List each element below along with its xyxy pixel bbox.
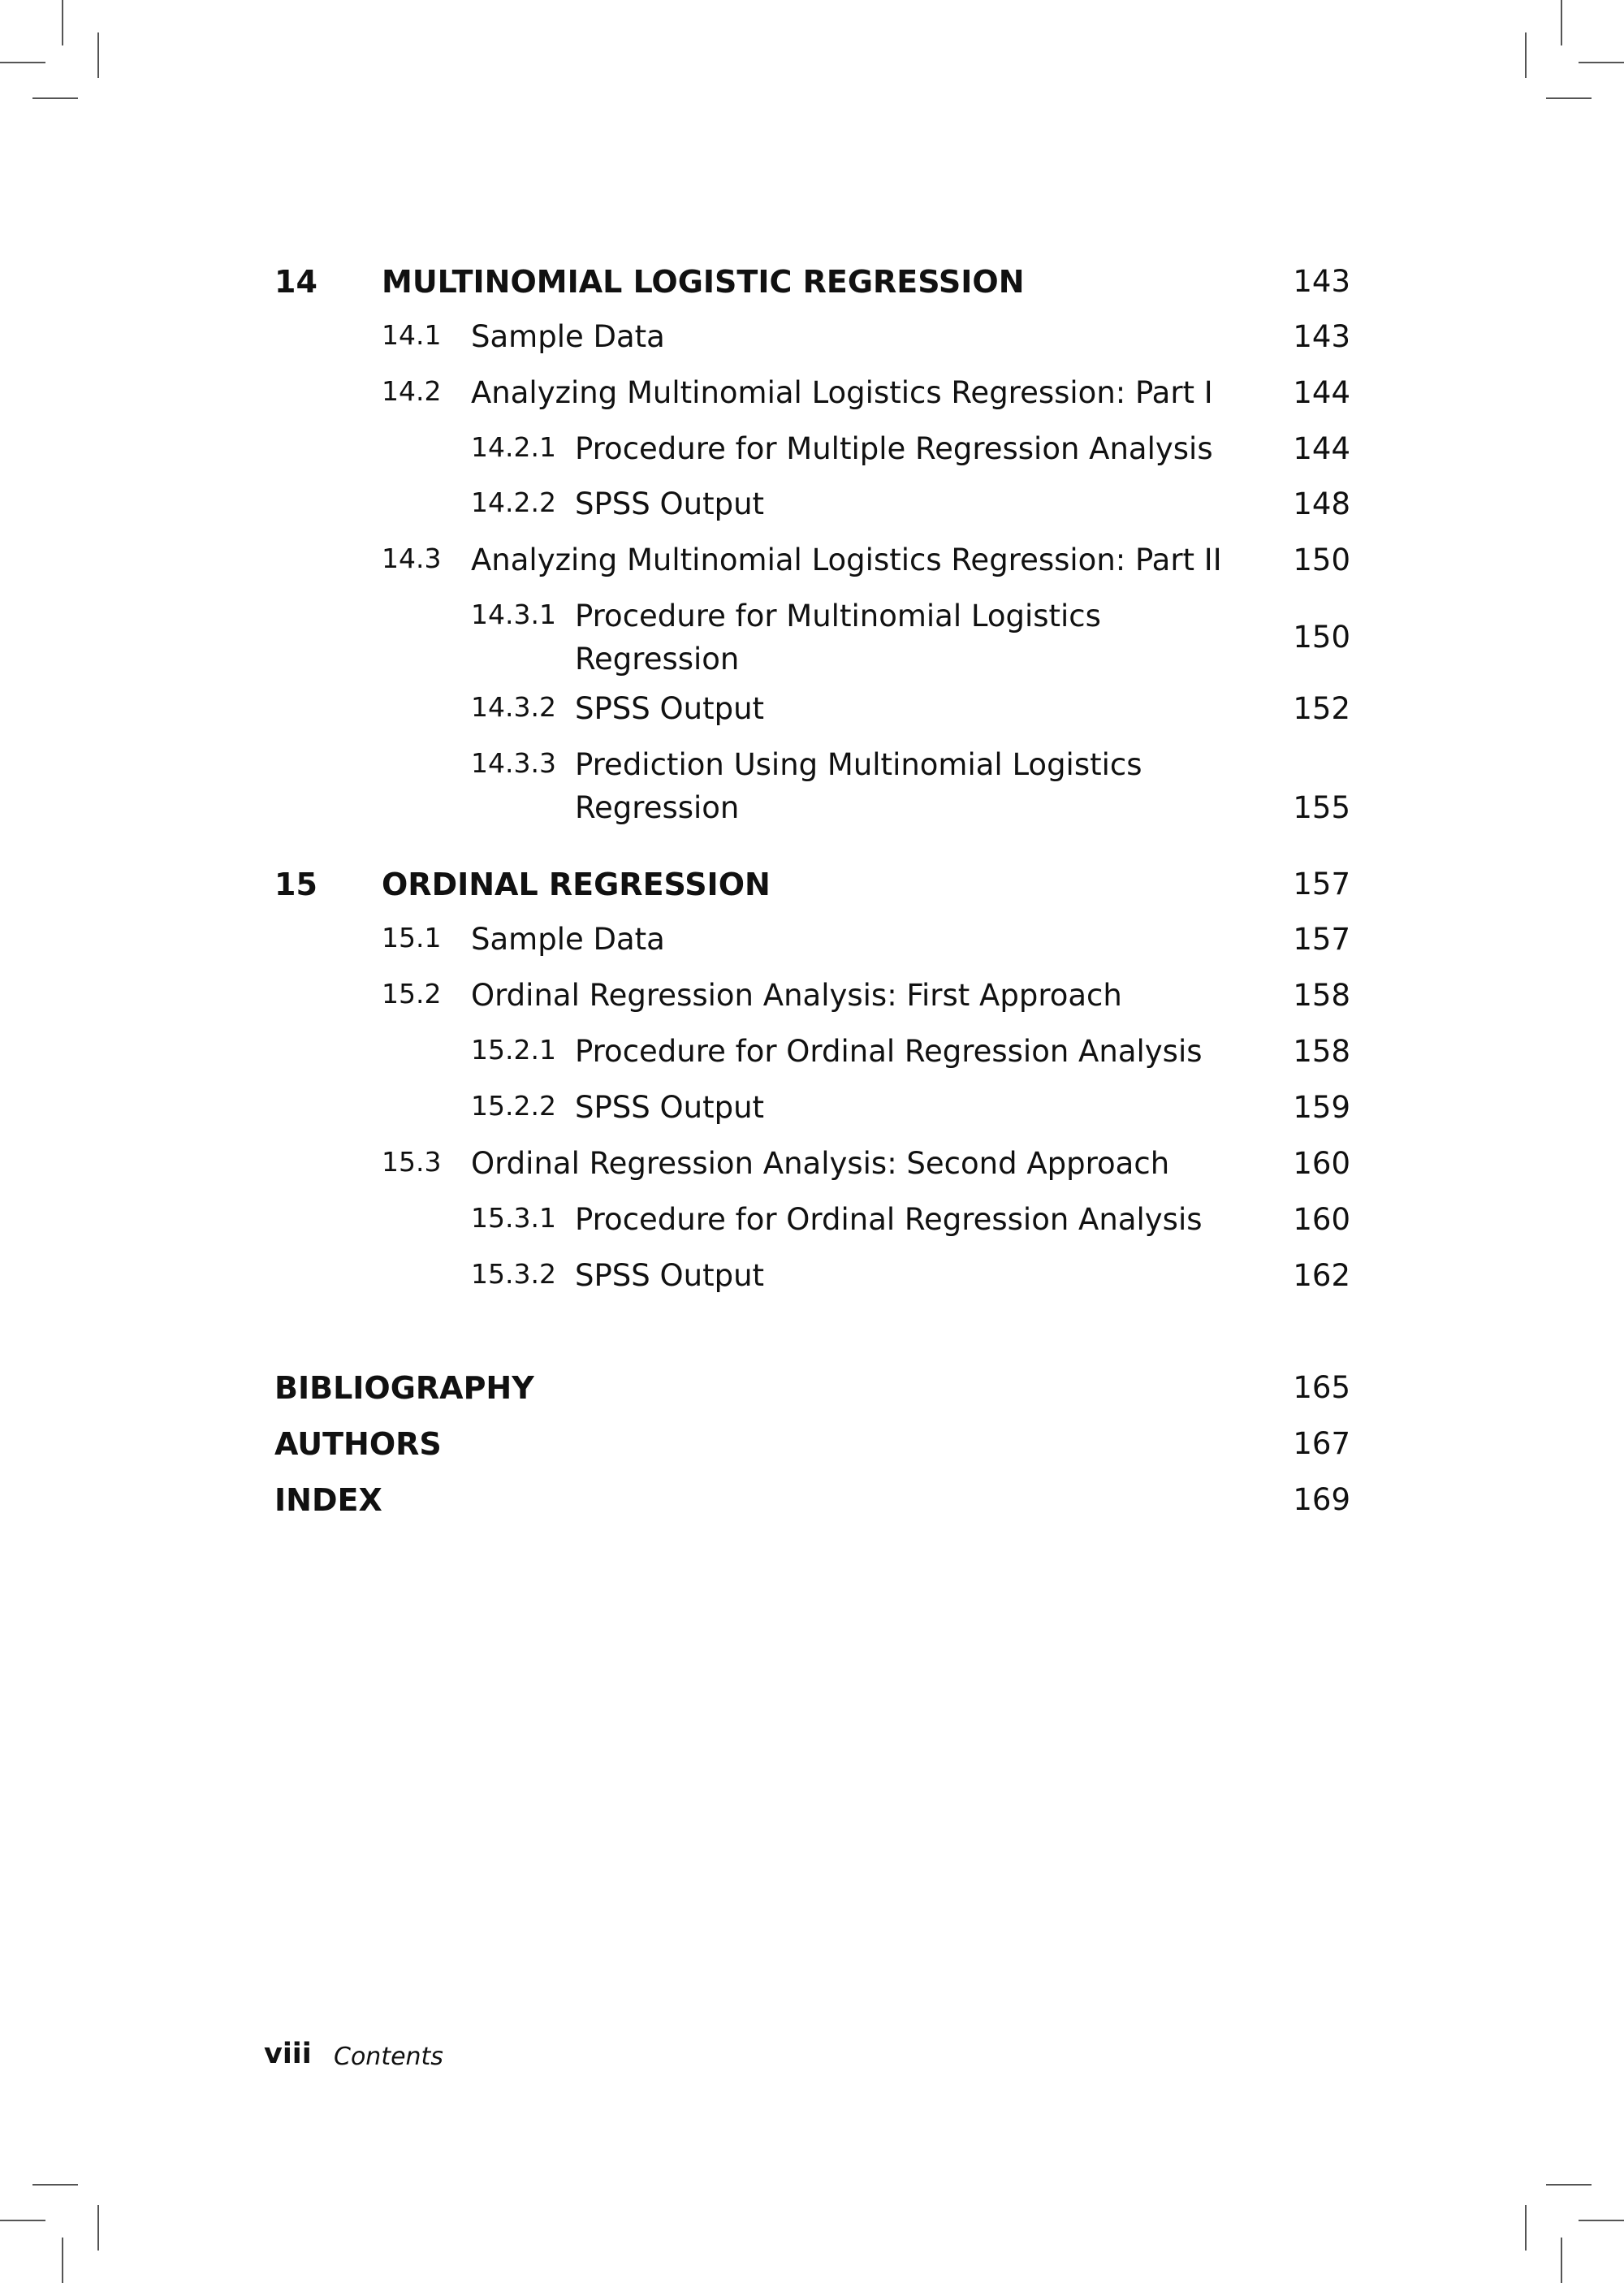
backmatter-title: BIBLIOGRAPHY xyxy=(274,1370,534,1406)
chapter-title: MULTINOMIAL LOGISTIC REGRESSION xyxy=(382,264,1025,300)
subsection-number: 14.3.2 xyxy=(471,691,556,723)
section-number: 15.3 xyxy=(382,1146,442,1178)
crop-mark xyxy=(62,0,63,45)
crop-mark xyxy=(1579,2220,1624,2221)
subsection-title: Procedure for Ordinal Regression Analysis xyxy=(575,1034,1203,1069)
chapter-title: ORDINAL REGRESSION xyxy=(382,867,771,902)
section-title: Ordinal Regression Analysis: Second Approach xyxy=(471,1146,1170,1181)
crop-mark xyxy=(1546,97,1592,99)
section-title: Analyzing Multinomial Logistics Regression: Part II xyxy=(471,543,1222,577)
section-number: 14.3 xyxy=(382,543,442,574)
section-number: 14.1 xyxy=(382,319,442,351)
section-title: Sample Data xyxy=(471,922,665,957)
subsection-title: SPSS Output xyxy=(575,486,765,521)
page-number: 144 xyxy=(1293,375,1350,410)
page-number: 150 xyxy=(1293,543,1350,577)
crop-mark xyxy=(1525,2205,1527,2251)
crop-mark xyxy=(32,97,78,99)
chapter-number: 15 xyxy=(274,867,317,902)
crop-mark xyxy=(1525,32,1527,78)
folio-page-number: viii xyxy=(264,2038,312,2070)
subsection-number: 14.3.3 xyxy=(471,747,556,779)
subsection-number: 15.3.1 xyxy=(471,1202,556,1234)
section-title: Sample Data xyxy=(471,319,665,354)
page-number: 155 xyxy=(1293,790,1350,825)
subsection-number: 15.2.1 xyxy=(471,1034,556,1066)
running-head: Contents xyxy=(334,2043,443,2071)
subsection-title: SPSS Output xyxy=(575,1258,765,1293)
crop-mark xyxy=(0,2220,45,2221)
page-number: 157 xyxy=(1293,922,1350,957)
crop-mark xyxy=(0,62,45,63)
page-number: 162 xyxy=(1293,1258,1350,1293)
chapter-number: 14 xyxy=(274,264,317,300)
subsection-title: SPSS Output xyxy=(575,1090,765,1125)
page-number: 144 xyxy=(1293,431,1350,466)
page-number: 160 xyxy=(1293,1202,1350,1237)
page-number: 143 xyxy=(1293,319,1350,354)
crop-mark xyxy=(1579,62,1624,63)
subsection-number: 14.2.2 xyxy=(471,486,556,518)
section-title: Ordinal Regression Analysis: First Approach xyxy=(471,978,1122,1013)
crop-mark xyxy=(97,2205,99,2251)
backmatter-title: INDEX xyxy=(274,1482,382,1518)
crop-mark xyxy=(1561,2238,1562,2283)
section-number: 14.2 xyxy=(382,375,442,407)
page-number: 158 xyxy=(1293,978,1350,1013)
page-number: 165 xyxy=(1293,1370,1350,1405)
page-number: 158 xyxy=(1293,1034,1350,1069)
page-number: 159 xyxy=(1293,1090,1350,1125)
crop-mark xyxy=(1546,2184,1592,2186)
crop-mark xyxy=(1561,0,1562,45)
subsection-title: Prediction Using Multinomial Logistics Regression xyxy=(575,747,1142,825)
section-number: 15.1 xyxy=(382,922,442,953)
subsection-title: Procedure for Multiple Regression Analysis xyxy=(575,431,1213,466)
section-title: Analyzing Multinomial Logistics Regression: Part I xyxy=(471,375,1213,410)
subsection-number: 14.3.1 xyxy=(471,599,556,630)
page-number: 152 xyxy=(1293,691,1350,726)
page-number: 169 xyxy=(1293,1482,1350,1517)
subsection-number: 15.2.2 xyxy=(471,1090,556,1122)
subsection-title: Procedure for Ordinal Regression Analysis xyxy=(575,1202,1203,1237)
backmatter-title: AUTHORS xyxy=(274,1426,442,1462)
section-number: 15.2 xyxy=(382,978,442,1010)
page-number: 143 xyxy=(1293,264,1350,299)
subsection-number: 14.2.1 xyxy=(471,431,556,463)
crop-mark xyxy=(62,2238,63,2283)
page-number: 167 xyxy=(1293,1426,1350,1461)
page-number: 157 xyxy=(1293,867,1350,902)
subsection-title: Procedure for Multinomial Logistics Regression xyxy=(575,599,1101,677)
page-number: 150 xyxy=(1293,620,1350,655)
crop-mark xyxy=(97,32,99,78)
page-number: 160 xyxy=(1293,1146,1350,1181)
crop-mark xyxy=(32,2184,78,2186)
subsection-number: 15.3.2 xyxy=(471,1258,556,1290)
page-number: 148 xyxy=(1293,486,1350,521)
subsection-title: SPSS Output xyxy=(575,691,765,726)
